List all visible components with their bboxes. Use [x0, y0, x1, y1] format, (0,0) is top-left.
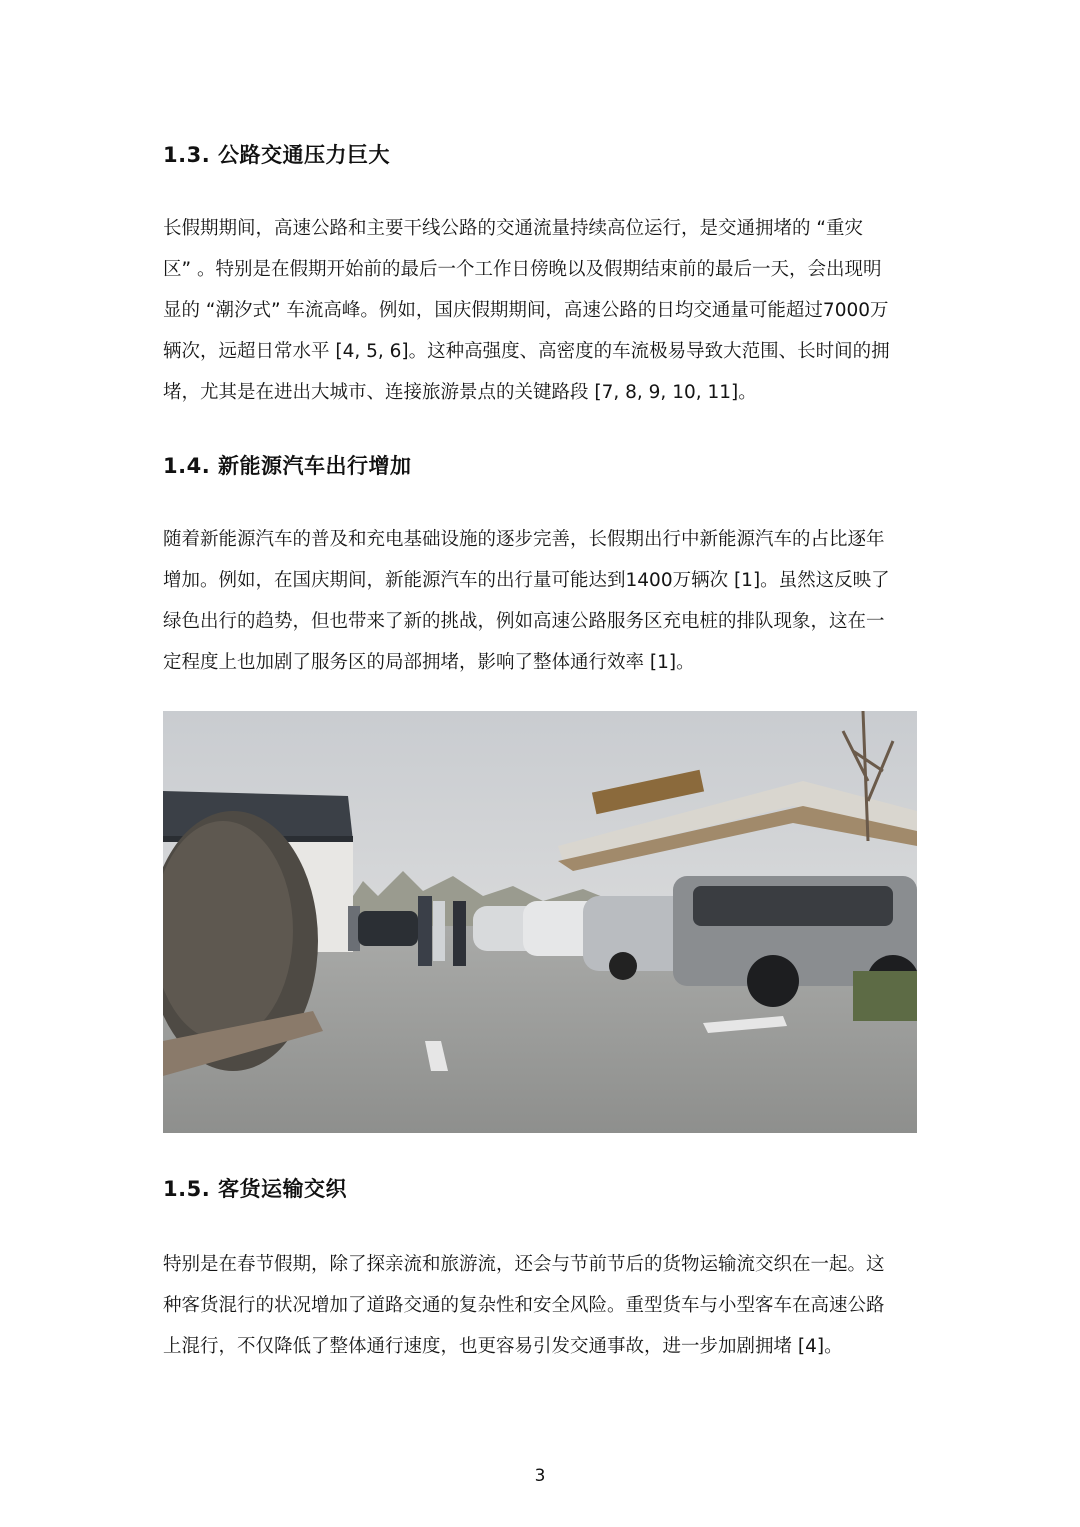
section-heading-1-3: 1.3. 公路交通压力巨大 [163, 143, 390, 167]
text-line: 定程度上也加剧了服务区的局部拥堵，影响了整体通行效率 [1]。 [163, 652, 695, 673]
section-heading-1-4: 1.4. 新能源汽车出行增加 [163, 454, 412, 478]
paragraph-1-3 [163, 208, 917, 413]
text-line: 显的 “潮汐式” 车流高峰。例如，国庆假期期间，高速公路的日均交通量可能超过7000万 [163, 300, 889, 321]
text-line: 辆次，远超日常水平 [4, 5, 6]。这种高强度、高密度的车流极易导致大范围、长时间的拥 [163, 341, 890, 362]
paragraph-1-5 [163, 1244, 917, 1367]
text-line: 区” 。特别是在假期开始前的最后一个工作日傍晚以及假期结束前的最后一天，会出现明 [163, 259, 882, 280]
parking-lot-illustration [163, 711, 917, 1133]
text-line: 种客货混行的状况增加了道路交通的复杂性和安全风险。重型货车与小型客车在高速公路 [163, 1295, 885, 1316]
section-heading-1-5: 1.5. 客货运输交织 [163, 1177, 347, 1201]
text-line: 增加。例如，在国庆期间，新能源汽车的出行量可能达到1400万辆次 [1]。虽然这反映了 [163, 570, 890, 591]
paragraph-1-4 [163, 519, 917, 683]
text-line: 绿色出行的趋势，但也带来了新的挑战，例如高速公路服务区充电桩的排队现象，这在一 [163, 611, 885, 632]
page-number: 3 [534, 1466, 546, 1486]
text-line: 长假期期间，高速公路和主要干线公路的交通流量持续高位运行，是交通拥堵的 “重灾 [163, 218, 863, 239]
text-line: 上混行，不仅降低了整体通行速度，也更容易引发交通事故，进一步加剧拥堵 [4]。 [163, 1336, 843, 1357]
text-line: 堵，尤其是在进出大城市、连接旅游景点的关键路段 [7, 8, 9, 10, 11]。 [163, 382, 757, 403]
text-line: 特别是在春节假期，除了探亲流和旅游流，还会与节前节后的货物运输流交织在一起。这 [163, 1254, 885, 1275]
text-line: 随着新能源汽车的普及和充电基础设施的逐步完善，长假期出行中新能源汽车的占比逐年 [163, 529, 885, 550]
service-area-photo [163, 711, 917, 1133]
